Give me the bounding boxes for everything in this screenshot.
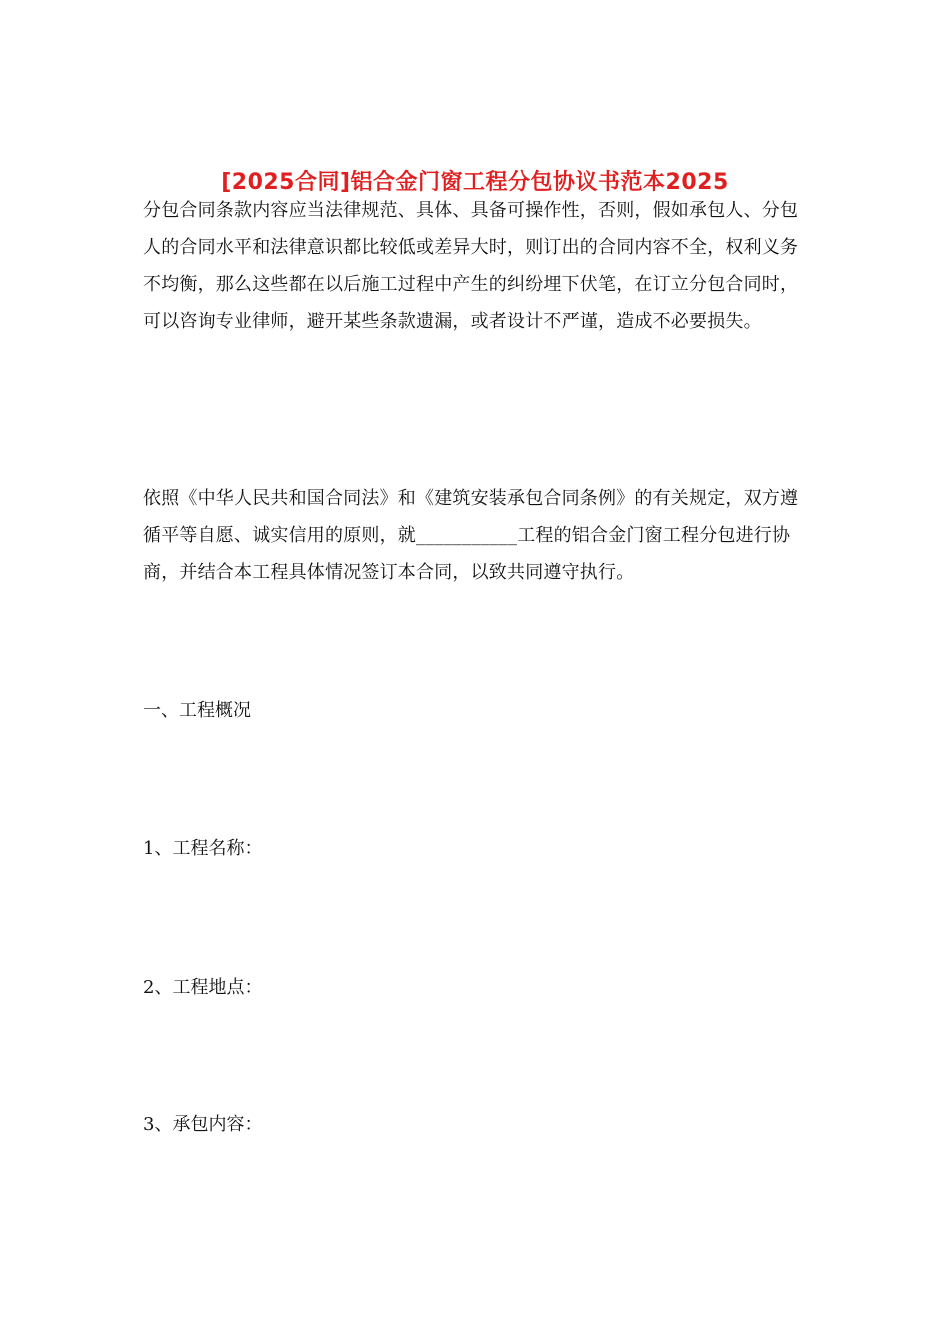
project-name-blank: ___________: [416, 525, 518, 546]
section-heading-project-overview: 一、工程概况: [143, 700, 251, 721]
basis-text-part1: 依照《中华人民共和国合同法》和《建筑安装承包合同条例》的有关规定，双方遵循平等自愿、诚实信用的原则，就: [143, 488, 799, 546]
field-label-contract-scope: 3、承包内容：: [143, 1114, 263, 1135]
field-label-project-name: 1、工程名称：: [143, 838, 263, 859]
document-title: [2025合同]铝合金门窗工程分包协议书范本2025: [221, 169, 729, 195]
intro-paragraph: 分包合同条款内容应当法律规范、具体、具备可操作性，否则，假如承包人、分包人的合同水平和法律意识都比较低或差异大时，则订出的合同内容不全，权利义务不均衡，那么这些都在以后施工过程中产生的纠纷埋下伏笔，在订立分包合同时，可以咨询专业律师，避开某些条款遗漏，或者设计不严谨，造成不必要损失。: [143, 200, 799, 332]
basis-text-part2: 工程的铝合金门窗工程分包进行协商，并结合本工程具体情况签订本合同，以致共同遵守执行。: [143, 525, 791, 583]
basis-paragraph: [143, 480, 808, 591]
field-label-project-location: 2、工程地点：: [143, 977, 263, 998]
